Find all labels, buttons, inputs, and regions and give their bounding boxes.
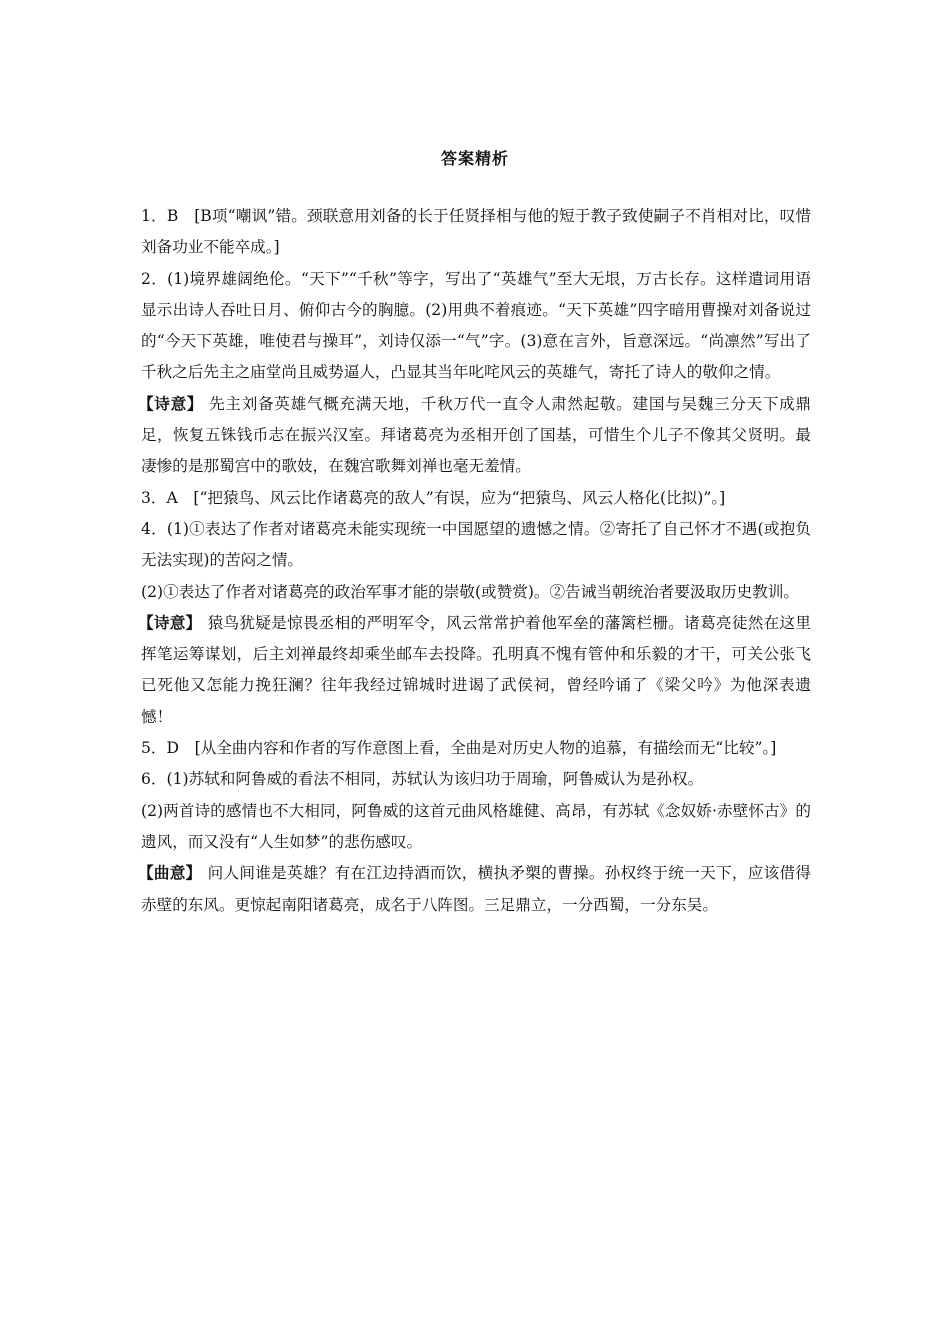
answer-body <box>138 201 811 921</box>
poem-meaning-2 <box>138 608 811 733</box>
answer-5 <box>141 733 811 764</box>
para-text: 6．(1)苏轼和阿鲁威的看法不相同，苏轼认为该归功于周瑜，阿鲁威认为是孙权。 <box>141 770 704 789</box>
answer-4-part-1 <box>141 514 811 577</box>
para-text: (2)两首诗的感情也不大相同，阿鲁威的这首元曲风格雄健、高昂，有苏轼《念奴娇·赤壁怀古》的遗风，而又没有“人生如梦”的悲伤感叹。 <box>141 801 811 851</box>
answer-4-part-2 <box>141 577 811 608</box>
para-text: 3．A [“把猿鸟、风云比作诸葛亮的敌人”有误，应为“把猿鸟、风云人格化(比拟)”。] <box>141 488 726 507</box>
para-text: 4．(1)①表达了作者对诸葛亮未能实现统一中国愿望的遗憾之情。②寄托了自己怀才不遇(或抱负无法实现)的苦闷之情。 <box>141 519 811 570</box>
para-text: 5．D [从全曲内容和作者的写作意图上看，全曲是对历史人物的追慕，有描绘而无“比较”。] <box>141 739 777 758</box>
para-text: 猿鸟犹疑是惊畏丞相的严明军令，风云常常护着他军垒的藩篱栏栅。诸葛亮徒然在这里挥笔运筹谋划，后主刘禅最终却乘坐邮车去投降。孔明真不愧有管仲和乐毅的才干，可关公张飞已死他又怎能力挽狂澜？往年我经过锦城时进谒了武侯祠，曾经吟诵了《梁父吟》为他深表遗憾！ <box>141 613 811 726</box>
song-meaning <box>138 858 811 921</box>
answer-6-part-1 <box>141 764 811 795</box>
poem-meaning-1 <box>138 389 811 483</box>
para-text: (2)①表达了作者对诸葛亮的政治军事才能的崇敬(或赞赏)。②告诫当朝统治者要汲取历史教训。 <box>141 582 800 601</box>
para-tag: 【诗意】 <box>138 613 202 632</box>
para-tag: 【诗意】 <box>138 394 204 413</box>
answer-1 <box>141 201 811 264</box>
answer-3 <box>141 483 811 514</box>
answer-6-part-2 <box>141 796 811 859</box>
para-text: 2．(1)境界雄阔绝伦。“天下”“千秋”等字，写出了“英雄气”至大无垠，万古长存。这样遣词用语显示出诗人吞吐日月、俯仰古今的胸臆。(2)用典不着痕迹。“天下英雄”四字暗用曹操对刘备说过的“今天下英雄，唯使君与操耳”，刘诗仅添一“气”字。(3)意在言外，旨意深远。“尚凛然”写出了千秋之后先主之庙堂尚且威势逼人，凸显其当年叱咤风云的英雄气，寄托了诗人的敬仰之情。 <box>141 269 811 382</box>
para-text: 问人间谁是英雄？有在江边持酒而饮，横执矛槊的曹操。孙权终于统一天下，应该借得赤壁的东风。更惊起南阳诸葛亮，成名于八阵图。三足鼎立，一分西蜀，一分东吴。 <box>141 864 811 914</box>
para-text: 1．B [B项“嘲讽”错。颈联意用刘备的长于任贤择相与他的短于教子致使嗣子不肖相对比，叹惜刘备功业不能卒成。] <box>141 207 811 257</box>
para-tag: 【曲意】 <box>138 864 202 883</box>
para-text: 先主刘备英雄气概充满天地，千秋万代一直令人肃然起敬。建国与吴魏三分天下成鼎足，恢复五铢钱币志在振兴汉室。拜诸葛亮为丞相开创了国基，可惜生个儿子不像其父贤明。最凄惨的是那蜀宫中的歌妓，在魏宫歌舞刘禅也毫无羞情。 <box>141 394 811 476</box>
page-title: 答案精析 <box>440 149 509 168</box>
answer-2 <box>141 264 811 389</box>
